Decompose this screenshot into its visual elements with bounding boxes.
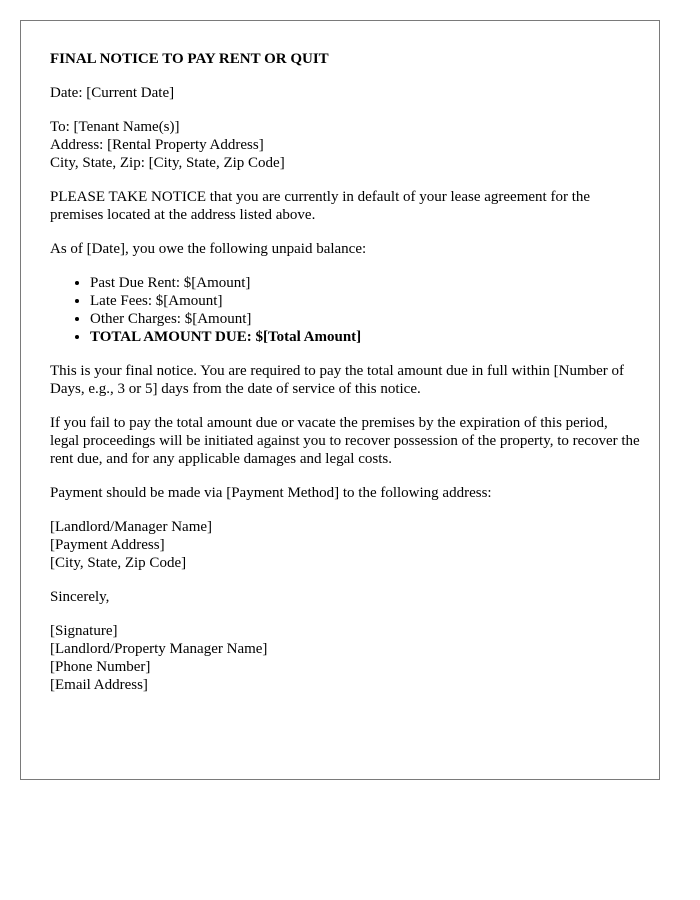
recipient-block — [50, 118, 640, 172]
payment-address-block — [50, 518, 640, 572]
paragraph-legal: If you fail to pay the total amount due or vacate the premises by the expiration of this period, legal proceedings will be initiated against you to recover possession of the property, to recover the rent due, and for any applicable damages and legal costs. — [50, 415, 640, 467]
recipient-city: City, State, Zip: [City, State, Zip Code] — [50, 155, 285, 171]
paragraph-payment: Payment should be made via [Payment Method] to the following address: — [50, 485, 492, 501]
signer-email: [Email Address] — [50, 677, 148, 693]
signature-line: [Signature] — [50, 623, 118, 639]
signer-name: [Landlord/Property Manager Name] — [50, 641, 268, 657]
date-line: Date: [Current Date] — [50, 85, 175, 101]
payment-address: [Payment Address] — [50, 537, 165, 553]
paragraph-default: PLEASE TAKE NOTICE that you are currently in default of your lease agreement for the premises located at the address listed above. — [50, 189, 591, 223]
notice-page — [20, 20, 660, 780]
recipient-to: To: [Tenant Name(s)] — [50, 119, 180, 135]
notice-title: FINAL NOTICE TO PAY RENT OR QUIT — [50, 51, 329, 67]
signature-block — [50, 622, 640, 694]
charge-item-past-due-rent: • Past Due Rent: $[Amount] — [90, 274, 640, 292]
closing: Sincerely, — [50, 589, 110, 605]
recipient-address: Address: [Rental Property Address] — [50, 137, 264, 153]
charge-item-late-fees: • Late Fees: $[Amount] — [90, 292, 640, 310]
payment-city: [City, State, Zip Code] — [50, 555, 187, 571]
paragraph-balance: As of [Date], you owe the following unpaid balance: — [50, 241, 367, 257]
payment-name: [Landlord/Manager Name] — [50, 519, 213, 535]
charge-item-other-charges: • Other Charges: $[Amount] — [90, 310, 640, 328]
notice-content — [50, 50, 640, 710]
signer-phone: [Phone Number] — [50, 659, 151, 675]
charge-item-total: • TOTAL AMOUNT DUE: $[Total Amount] — [90, 328, 640, 346]
paragraph-final-notice: This is your final notice. You are required to pay the total amount due in full within [Number of Days, e.g., 3 or 5] days from the date of service of this notice. — [50, 363, 625, 397]
charges-list — [50, 274, 640, 346]
